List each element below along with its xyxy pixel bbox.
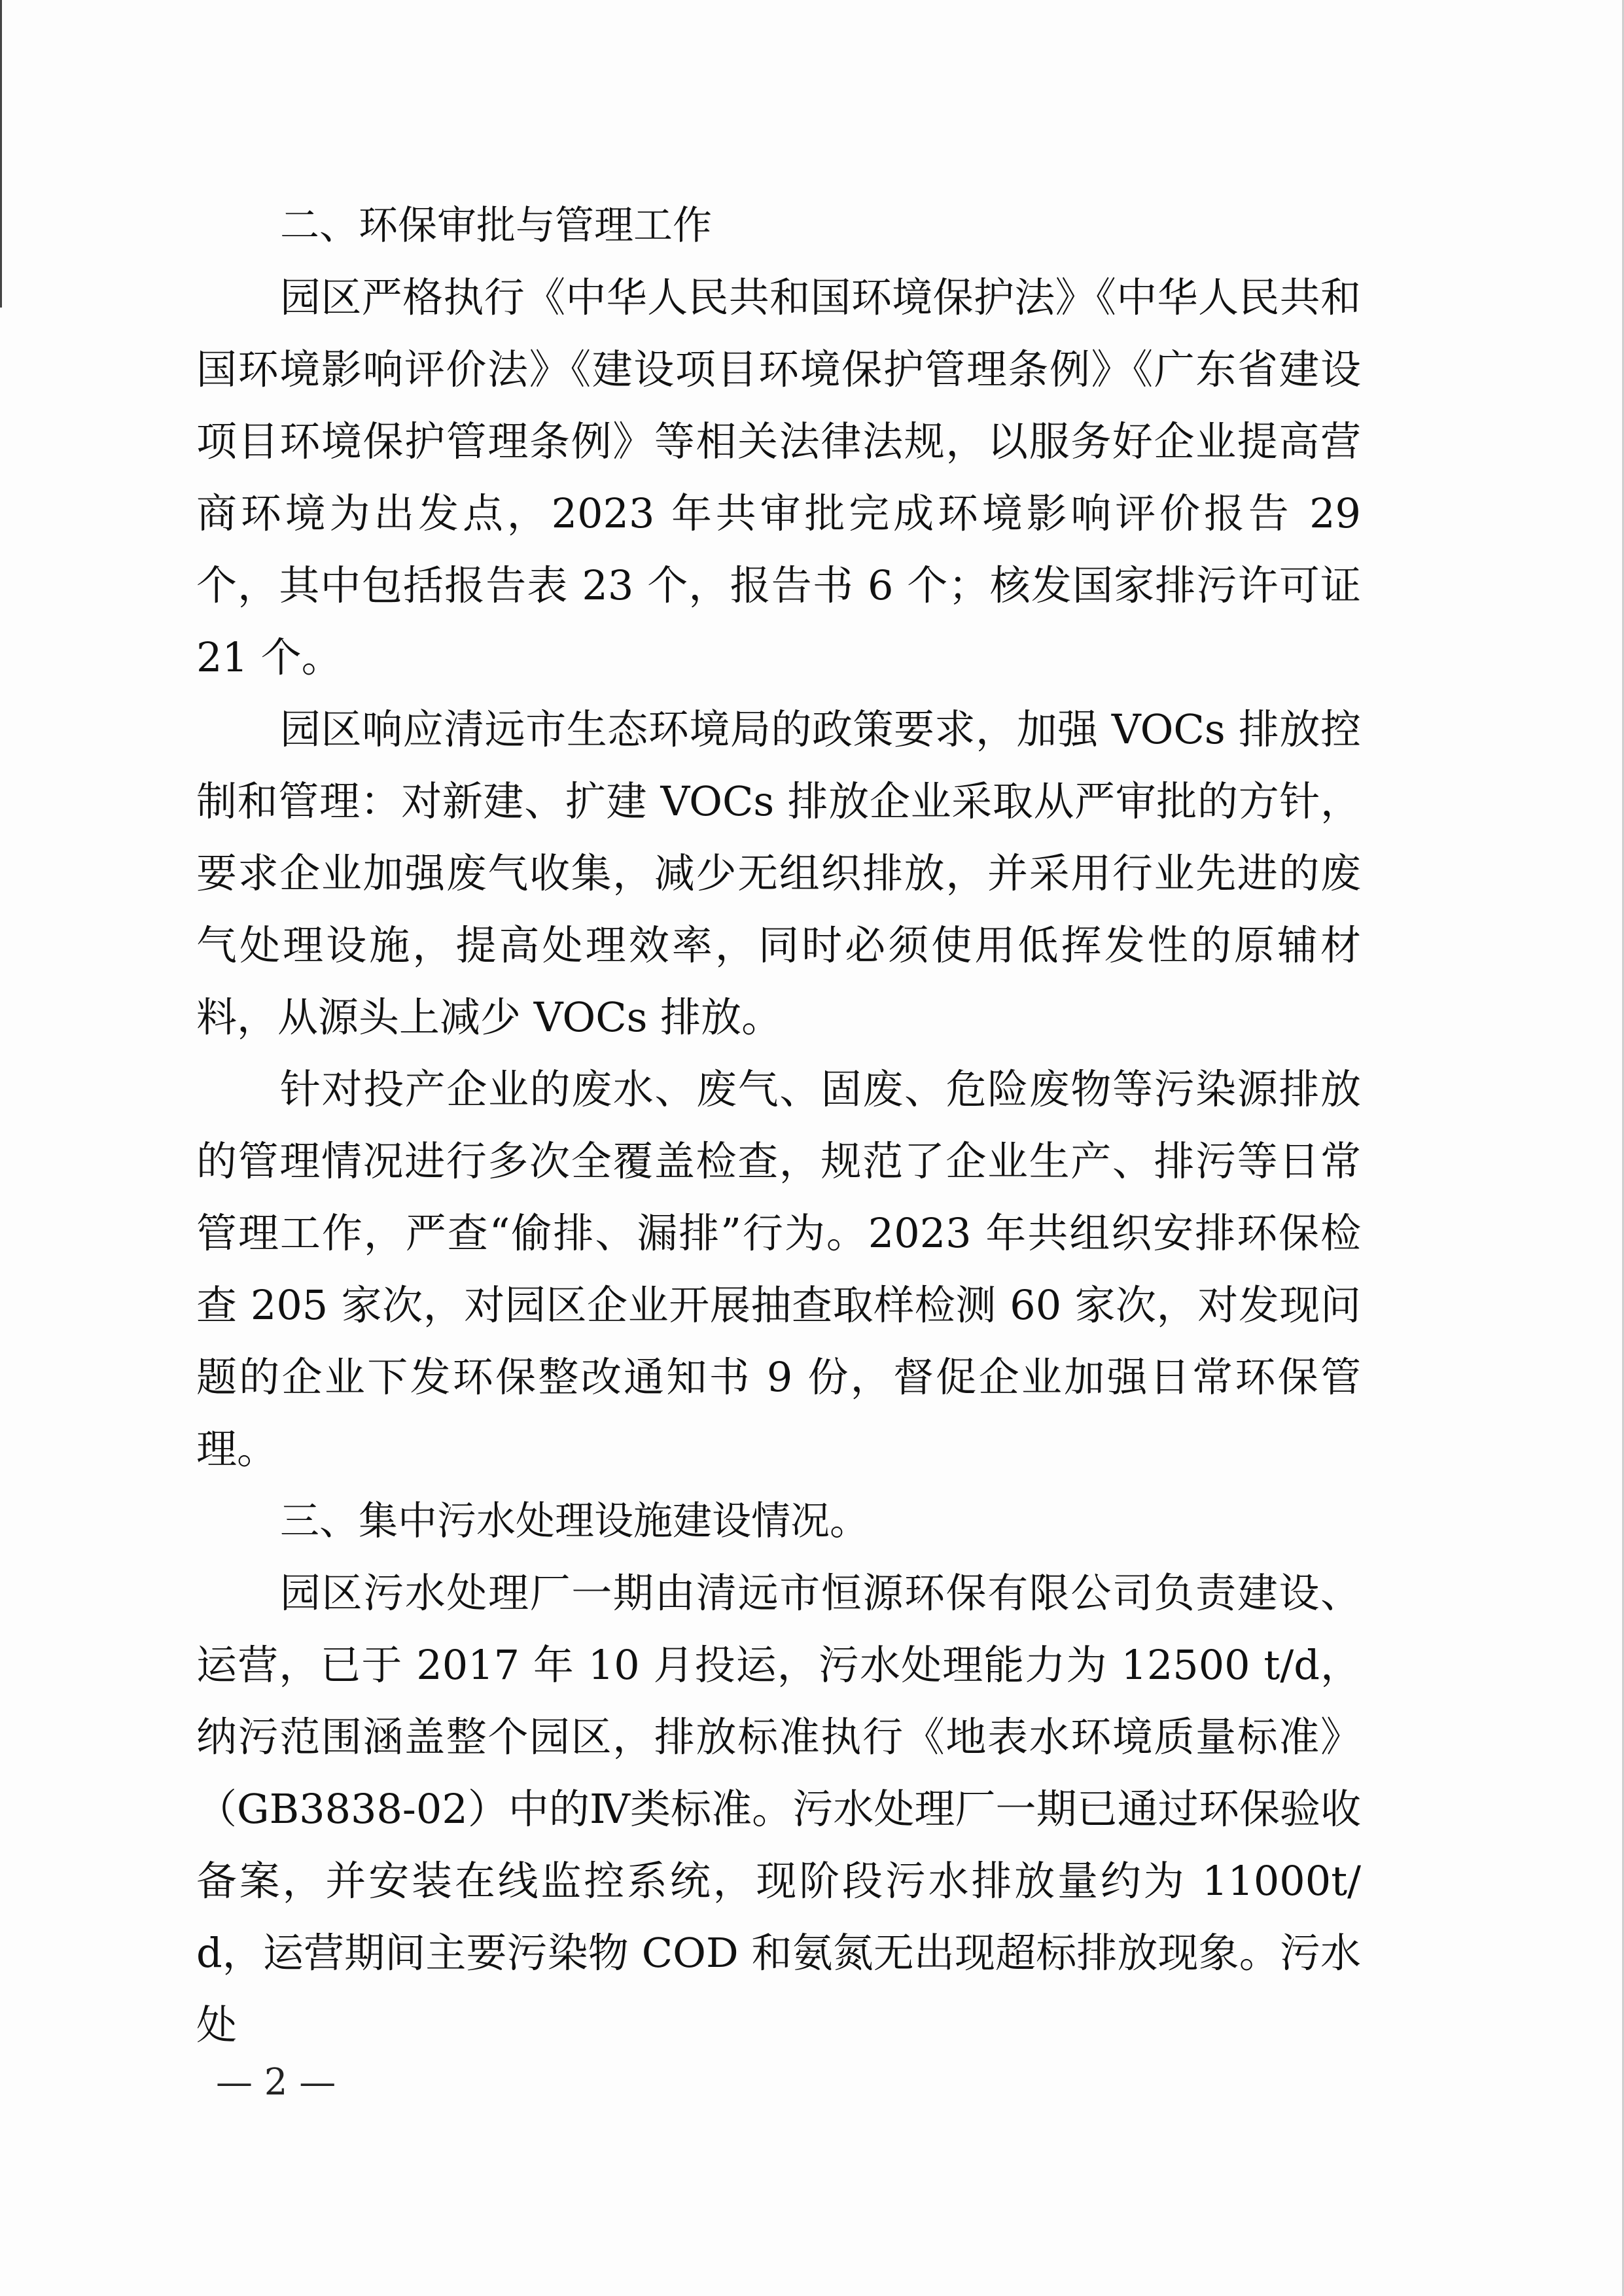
page-number: — 2 — (216, 2061, 336, 2104)
document-body (196, 190, 1361, 2061)
paragraph-vocs-control: 园区响应清远市生态环境局的政策要求，加强 VOCs 排放控制和管理：对新建、扩建 VOCs 排放企业采取从严审批的方针，要求企业加强废气收集，减少无组织排放，并采用行业先进的废气处理设施，提高处理效率，同时必须使用低挥发性的原辅材料，从源头上减少 VOCs 排放。 (196, 705, 1361, 1041)
paragraph-inspection: 针对投产企业的废水、废气、固废、危险废物等污染源排放的管理情况进行多次全覆盖检查，规范了企业生产、排污等日常管理工作，严查“偷排、漏排”行为。2023 年共组织安排环保检查 205 家次，对园区企业开展抽查取样检测 60 家次，对发现问题的企业下发环保整改通知书 9 份，督促企业加强日常环保管理。 (196, 1065, 1361, 1473)
paragraph-legal-compliance: 园区严格执行《中华人民共和国环境保护法》《中华人民共和国环境影响评价法》《建设项目环境保护管理条例》《广东省建设项目环境保护管理条例》等相关法律法规，以服务好企业提高营商环境为出发点，2023 年共审批完成环境影响评价报告 29 个，其中包括报告表 23 个，报告书 6 个；核发国家排污许可证 21 个。 (196, 274, 1361, 681)
scan-edge-left (0, 0, 2, 308)
paragraph-sewage-plant: 园区污水处理厂一期由清远市恒源环保有限公司负责建设、运营，已于 2017 年 10 月投运，污水处理能力为 12500 t/d，纳污范围涵盖整个园区，排放标准执行《地表水环境质量标准》（GB3838-02）中的Ⅳ类标准。污水处理厂一期已通过环保验收备案，并安装在线监控系统，现阶段污水排放量约为 11000t/d，运营期间主要污染物 COD 和氨氮无出现超标排放现象。污水处 (196, 1569, 1361, 2049)
section-heading-approval: 二、环保审批与管理工作 (280, 203, 712, 249)
section-heading-sewage: 三、集中污水处理设施建设情况。 (280, 1498, 869, 1544)
